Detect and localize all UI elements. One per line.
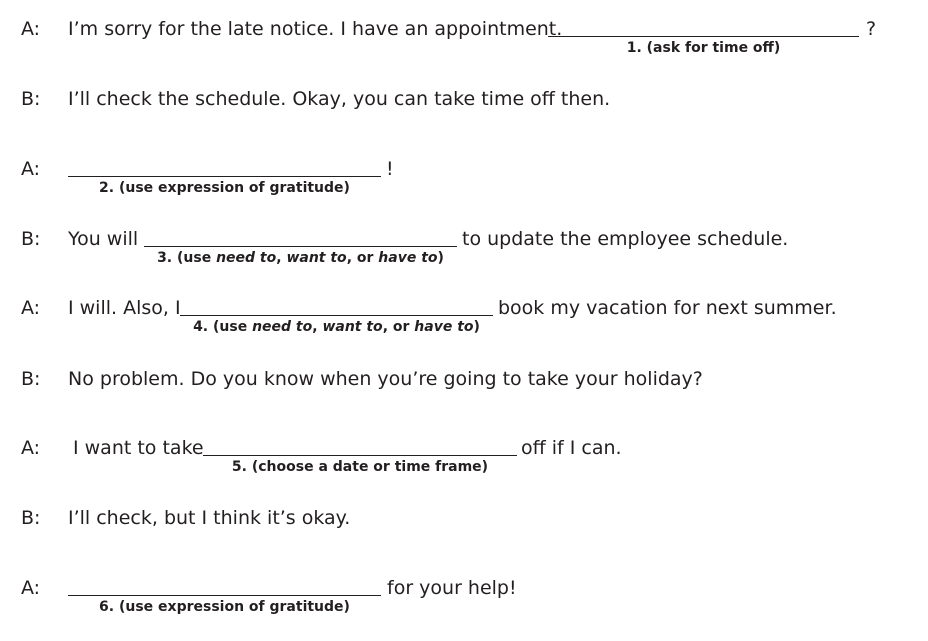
speaker-label: A: — [21, 297, 41, 319]
blank-hint-6: 6. (use expression of gratitude) — [99, 599, 350, 615]
line-text-after: ? — [866, 18, 877, 40]
line-text-after: for your help! — [387, 577, 517, 599]
answer-blank-2[interactable] — [68, 176, 381, 177]
line-text-before: I will. Also, I — [68, 297, 181, 319]
speaker-label: B: — [21, 368, 41, 390]
speaker-label: B: — [21, 507, 41, 529]
speaker-label: A: — [21, 158, 41, 180]
line-text: I’ll check, but I think it’s okay. — [68, 507, 351, 529]
answer-blank-4[interactable] — [180, 315, 493, 316]
line-text-after: book my vacation for next summer. — [498, 297, 837, 319]
blank-hint-1: 1. (ask for time off) — [626, 40, 781, 56]
speaker-label: B: — [21, 228, 41, 250]
speaker-label: A: — [21, 18, 41, 40]
answer-blank-3[interactable] — [144, 246, 457, 247]
line-text-before: You will — [68, 228, 139, 250]
answer-blank-1[interactable] — [548, 36, 859, 37]
line-text-after: to update the employee schedule. — [462, 228, 789, 250]
speaker-label: B: — [21, 88, 41, 110]
blank-hint-4: 4. (use need to, want to, or have to) — [193, 319, 480, 335]
line-text-before: I want to take — [73, 437, 204, 459]
answer-blank-6[interactable] — [68, 595, 381, 596]
line-text-after: off if I can. — [521, 437, 622, 459]
line-text: No problem. Do you know when you’re going to take your holiday? — [68, 368, 703, 390]
line-text: I’ll check the schedule. Okay, you can take time off then. — [68, 88, 611, 110]
answer-blank-5[interactable] — [203, 455, 517, 456]
blank-hint-3: 3. (use need to, want to, or have to) — [157, 250, 444, 266]
line-text-after: ! — [386, 158, 394, 180]
line-text-before: I’m sorry for the late notice. I have an appointment. — [68, 18, 563, 40]
blank-hint-5: 5. (choose a date or time frame) — [231, 459, 489, 475]
blank-hint-2: 2. (use expression of gratitude) — [99, 180, 350, 196]
speaker-label: A: — [21, 577, 41, 599]
speaker-label: A: — [21, 437, 41, 459]
